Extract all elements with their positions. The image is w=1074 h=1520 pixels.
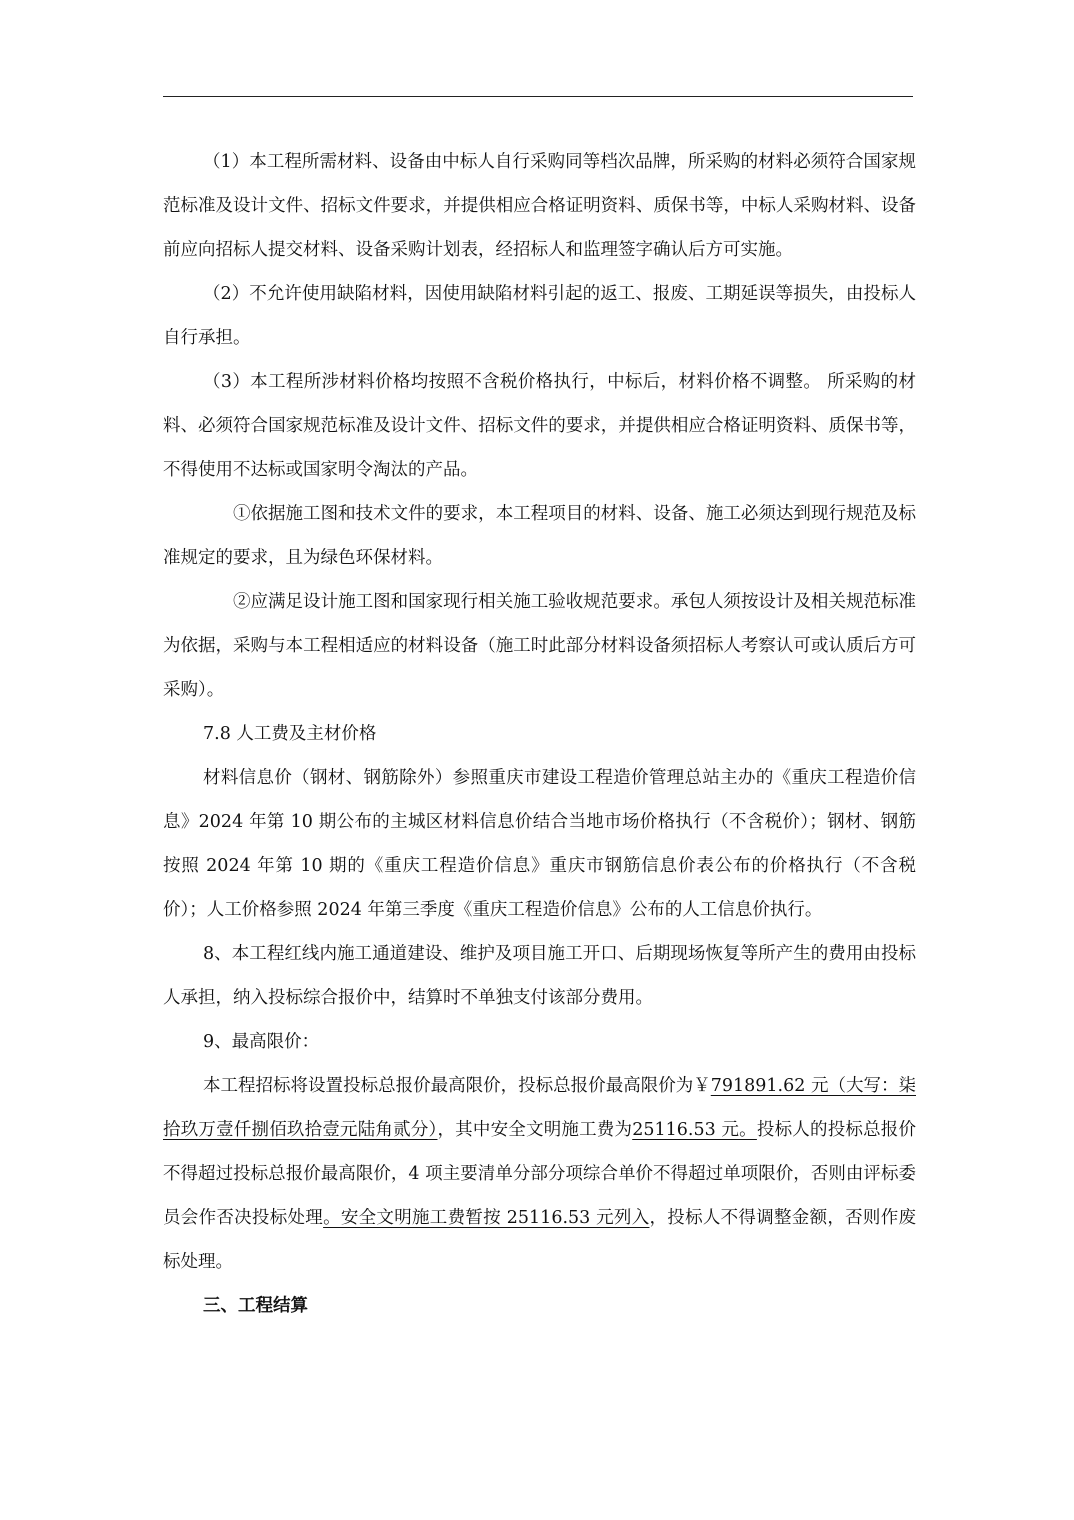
max-price-text-c: ，其中安全文明施工费为 xyxy=(437,1120,633,1140)
paragraph-price-info: 材料信息价（钢材、钢筋除外）参照重庆市建设工程造价管理总站主办的《重庆工程造价信息》2024 年第 10 期公布的主城区材料信息价结合当地市场价格执行（不含税价）；钢材、钢筋按照 2024 年第 10 期的《重庆工程造价信息》重庆市钢筋信息价表公布的价格执行（不含税价）；人工价格参照 2024 年第三季度《重庆工程造价信息》公布的人工信息价执行。 xyxy=(163,768,916,920)
paragraph-item-1: ①依据施工图和技术文件的要求，本工程项目的材料、设备、施工必须达到现行规范及标准规定的要求，且为绿色环保材料。 xyxy=(163,504,916,568)
max-price-text-g: ，投标人不得调整金额，否则作废标处理。 xyxy=(163,1208,916,1272)
section-9-title: 9、最高限价： xyxy=(203,1032,320,1052)
safety-fee-note: 。安全文明施工费暂按 25116.53 元列入 xyxy=(323,1208,650,1228)
paragraph-item-2: ②应满足设计施工图和国家现行相关施工验收规范要求。承包人须按设计及相关规范标准为依据，采购与本工程相适应的材料设备（施工时此部分材料设备须招标人考察认可或认质后方可采购）。 xyxy=(163,592,916,700)
section-3-heading: 三、工程结算 xyxy=(203,1296,308,1316)
header-rule xyxy=(163,96,913,97)
paragraph-materials-3: （3）本工程所涉材料价格均按照不含税价格执行，中标后，材料价格不调整。 所采购的材料、必须符合国家规范标准及设计文件、招标文件的要求，并提供相应合格证明资料、质保书等，不得使用不达标或国家明令淘汰的产品。 xyxy=(163,372,916,480)
paragraph-materials-2: （2）不允许使用缺陷材料，因使用缺陷材料引起的返工、报废、工期延误等损失，由投标人自行承担。 xyxy=(163,284,916,348)
section-7-8-title: 7.8 人工费及主材价格 xyxy=(203,724,377,744)
max-price-text-e: 投标人的投标总报价不得超过投标总报价最高限价，4 项主要清单分部分项综合单价不得超过单项限价，否则由评标委员会作否决投标处理 xyxy=(163,1120,917,1228)
paragraph-materials-1: （1）本工程所需材料、设备由中标人自行采购同等档次品牌，所采购的材料必须符合国家规范标准及设计文件、招标文件要求，并提供相应合格证明资料、质保书等，中标人采购材料、设备前应向招标人提交材料、设备采购计划表，经招标人和监理签字确认后方可实施。 xyxy=(163,152,916,260)
paragraph-max-price xyxy=(163,1064,916,1284)
paragraph-section-8: 8、本工程红线内施工通道建设、维护及项目施工开口、后期现场恢复等所产生的费用由投标人承担，纳入投标综合报价中，结算时不单独支付该部分费用。 xyxy=(163,944,916,1008)
max-price-text-a: 本工程招标将设置投标总报价最高限价，投标总报价最高限价为￥ xyxy=(203,1076,711,1096)
document-body xyxy=(163,140,916,1328)
safety-fee-amount: 25116.53 元。 xyxy=(632,1120,757,1140)
max-price-amount: 791891.62 元（大写：柒拾玖万壹仟捌佰玖拾壹元陆角贰分） xyxy=(163,1076,916,1140)
